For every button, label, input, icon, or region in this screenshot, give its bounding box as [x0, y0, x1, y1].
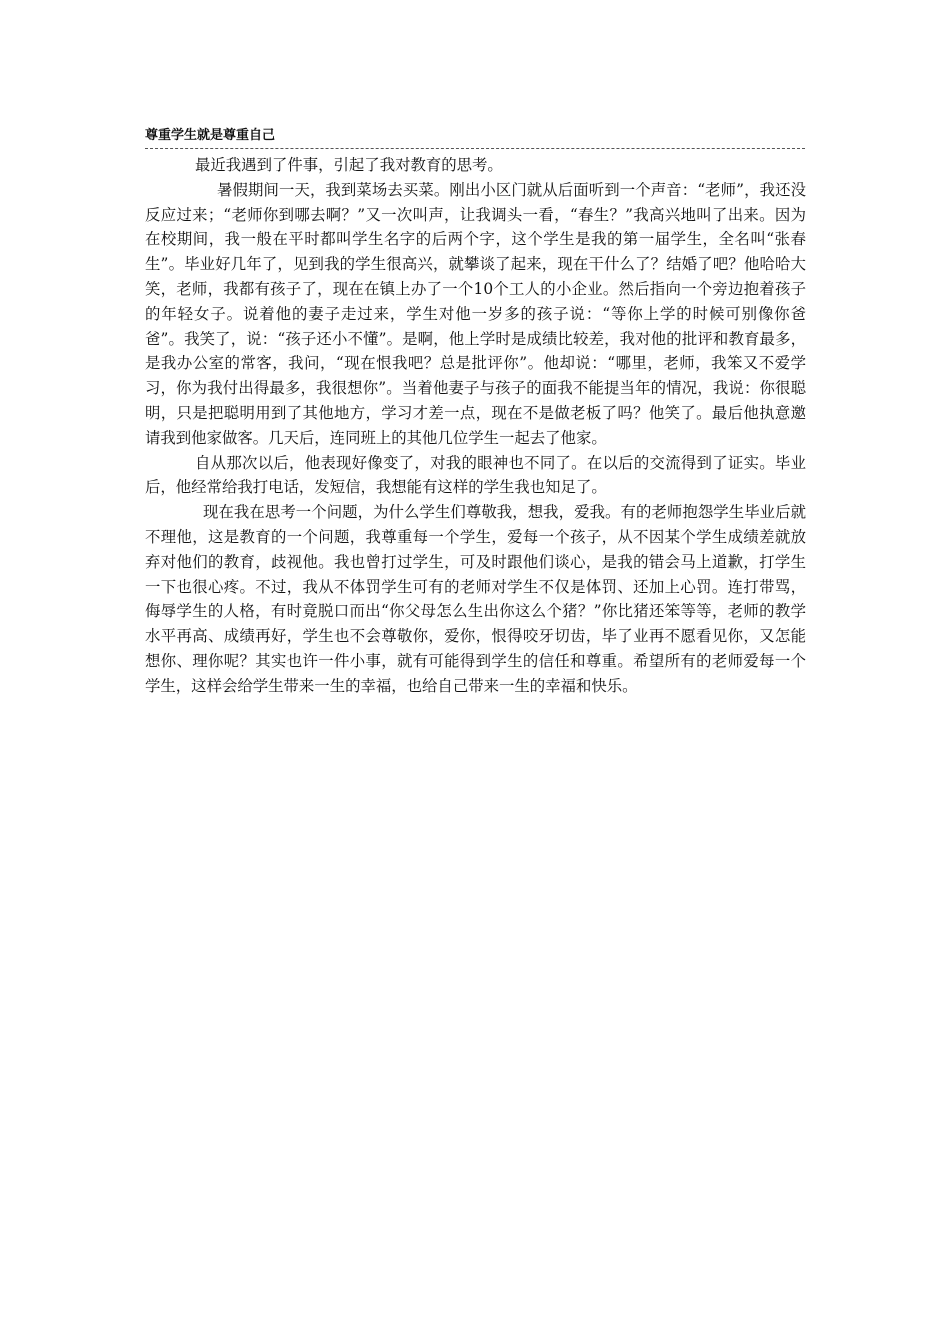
paragraph-intro: 最近我遇到了件事，引起了我对教育的思考。: [195, 156, 503, 174]
paragraph-story: 暑假期间一天，我到菜场去买菜。刚出小区门就从后面听到一个声音：“老师”，我还没反应过来；“老师你到哪去啊？”又一次叫声，让我调头一看，“春生？”我高兴地叫了出来。因为在校期间，我一般在平时都叫学生名字的后两个字，这个学生是我的第一届学生，全名叫“张春生”。毕业好几年了，见到我的学生很高兴，就攀谈了起来，现在干什么了？结婚了吧？他哈哈大笑，老师，我都有孩子了，现在在镇上办了一个10个工人的小企业。然后指向一个旁边抱着孩子的年轻女子。说着他的妻子走过来，学生对他一岁多的孩子说：“等你上学的时候可别像你爸爸”。我笑了，说：“孩子还小不懂”。是啊，他上学时是成绩比较差，我对他的批评和教育最多，是我办公室的常客，我问，“现在恨我吧？总是批评你”。他却说：“哪里，老师，我笨又不爱学习，你为我付出得最多，我很想你”。当着他妻子与孩子的面我不能提当年的情况，我说：你很聪明，只是把聪明用到了其他地方，学习才差一点，现在不是做老板了吗？他笑了。最后他执意邀请我到他家做客。几天后，连同班上的其他几位学生一起去了他家。: [145, 180, 806, 447]
paragraph-reflection: 现在我在思考一个问题，为什么学生们尊敬我，想我，爱我。有的老师抱怨学生毕业后就不理他，这是教育的一个问题，我尊重每一个学生，爱每一个孩子，从不因某个学生成绩差就放弃对他们的教育，歧视他。我也曾打过学生，可及时跟他们谈心，是我的错会马上道歉，打学生一下也很心疼。不过，我从不体罚学生可有的老师对学生不仅是体罚、还加上心罚。连打带骂，侮辱学生的人格，有时竟脱口而出“你父母怎么生出你这么个猪？”你比猪还笨等等，老师的教学水平再高、成绩再好，学生也不会尊敬你，爱你，恨得咬牙切齿，毕了业再不愿看见你，又怎能想你、理你呢？其实也许一件小事，就有可能得到学生的信任和尊重。希望所有的老师爱每一个学生，这样会给学生带来一生的幸福，也给自己带来一生的幸福和快乐。: [145, 503, 806, 695]
document-title: 尊重学生就是尊重自己: [145, 128, 276, 143]
paragraph-change: 自从那次以后，他表现好像变了，对我的眼神也不同了。在以后的交流得到了证实。毕业后，他经常给我打电话，发短信，我想能有这样的学生我也知足了。: [145, 453, 806, 497]
title-divider: [145, 148, 805, 149]
document-body: [145, 153, 806, 699]
